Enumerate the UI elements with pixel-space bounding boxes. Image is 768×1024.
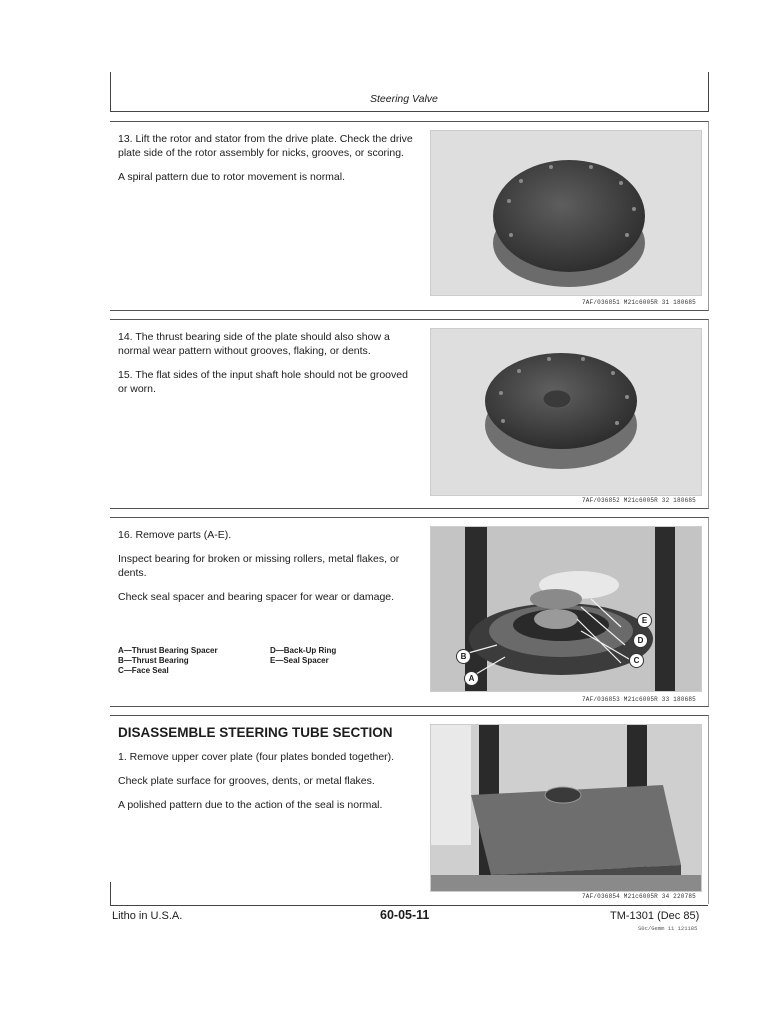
parts-legend-left bbox=[118, 646, 218, 676]
paragraph: 15. The flat sides of the input shaft hole should not be grooved or worn. bbox=[118, 369, 408, 395]
rotor-drive-plate-photo bbox=[430, 130, 702, 296]
steering-tube-text bbox=[118, 726, 418, 822]
page-rule-left bbox=[110, 882, 111, 906]
callout-b: B bbox=[456, 649, 471, 664]
parts-legend-right bbox=[270, 646, 336, 666]
page-header-title: Steering Valve bbox=[370, 93, 438, 105]
callout-e: E bbox=[637, 613, 652, 628]
footer-manual-id: TM-1301 (Dec 85) bbox=[610, 910, 700, 922]
photo-reference-id: 7AF/036852 M21c6005R 32 180685 bbox=[581, 497, 696, 504]
paragraph: 14. The thrust bearing side of the plate should also show a normal wear pattern without grooves, flaking, or dents. bbox=[118, 331, 390, 357]
legend-item: B—Thrust Bearing bbox=[118, 656, 189, 665]
steps-14-15-panel bbox=[110, 319, 709, 509]
photo-reference-id: 7AF/036851 M21c6005R 31 180685 bbox=[581, 299, 696, 306]
photo-reference-id: 7AF/036854 M21c6005R 34 220785 bbox=[581, 893, 696, 900]
paragraph: Check seal spacer and bearing spacer for wear or damage. bbox=[118, 591, 395, 603]
step-13-text bbox=[118, 132, 418, 194]
bearing-parts-photo bbox=[430, 526, 702, 692]
paragraph: A polished pattern due to the action of the seal is normal. bbox=[118, 799, 383, 811]
photo-reference-id: 7AF/036853 M21c6005R 33 180685 bbox=[581, 696, 696, 703]
legend-item: D—Back-Up Ring bbox=[270, 646, 337, 655]
paragraph: 16. Remove parts (A-E). bbox=[118, 529, 232, 541]
footer-small-code: S0c/Gemm 11 121185 bbox=[638, 925, 698, 932]
callout-c: C bbox=[629, 653, 644, 668]
paragraph: Inspect bearing for broken or missing rollers, metal flakes, or dents. bbox=[118, 553, 400, 579]
paragraph: A spiral pattern due to rotor movement is normal. bbox=[118, 171, 346, 183]
step-13-panel bbox=[110, 121, 709, 311]
callout-a: A bbox=[464, 671, 479, 686]
footer-page-number: 60-05-11 bbox=[380, 908, 430, 922]
header-rule-left bbox=[110, 72, 111, 112]
paragraph: Check plate surface for grooves, dents, or metal flakes. bbox=[118, 775, 375, 787]
upper-cover-plate-photo bbox=[430, 724, 702, 892]
paragraph: 13. Lift the rotor and stator from the drive plate. Check the drive plate side of the rotor assembly for nicks, grooves, or scoring. bbox=[118, 133, 413, 159]
header-rule-bottom bbox=[110, 111, 708, 112]
legend-item: A—Thrust Bearing Spacer bbox=[118, 646, 218, 655]
header-rule-right bbox=[708, 72, 709, 112]
steps-14-15-text bbox=[118, 330, 418, 406]
page-rule-bottom bbox=[110, 905, 708, 906]
legend-item: C—Face Seal bbox=[118, 666, 169, 675]
legend-item: E—Seal Spacer bbox=[270, 656, 329, 665]
step-16-panel bbox=[110, 517, 709, 707]
step-16-text bbox=[118, 528, 418, 614]
thrust-bearing-plate-photo bbox=[430, 328, 702, 496]
footer-litho: Litho in U.S.A. bbox=[112, 910, 183, 922]
callout-d: D bbox=[633, 633, 648, 648]
paragraph: 1. Remove upper cover plate (four plates bonded together). bbox=[118, 751, 395, 763]
section-heading: DISASSEMBLE STEERING TUBE SECTION bbox=[118, 725, 393, 740]
steering-tube-panel bbox=[110, 715, 709, 904]
